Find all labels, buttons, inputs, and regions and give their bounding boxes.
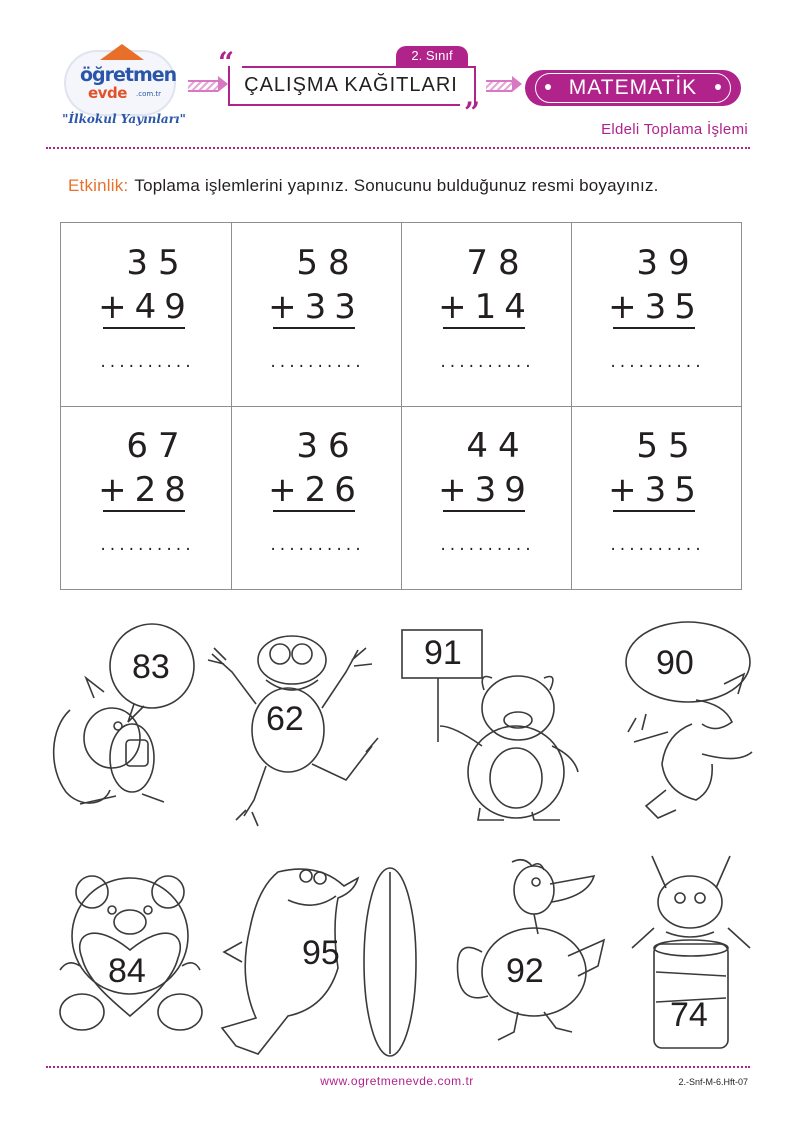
first-addend: 39 (636, 243, 700, 283)
problem-cell (61, 223, 231, 406)
logo-roof-icon (100, 44, 144, 60)
bulldog-picture[interactable] (400, 626, 590, 826)
right-arrow-head-icon (512, 76, 522, 92)
frog-picture[interactable] (206, 620, 382, 830)
answer-blank[interactable]: .......... (608, 355, 704, 371)
picture-number: 92 (506, 952, 544, 990)
footer-divider (46, 1066, 750, 1068)
cat-picture[interactable] (626, 852, 756, 1058)
answer-blank[interactable]: .......... (438, 538, 534, 554)
answer-blank[interactable]: .......... (98, 355, 194, 371)
topic-label: Eldeli Toplama İşlemi (601, 121, 748, 138)
second-addend: +14 (438, 287, 534, 327)
first-addend: 58 (296, 243, 360, 283)
title-frame-bottom (228, 104, 460, 106)
picture-number: 90 (656, 644, 694, 682)
bear-picture[interactable] (56, 862, 206, 1040)
answer-blank[interactable]: .......... (268, 538, 364, 554)
picture-number: 91 (424, 634, 462, 672)
publisher-logo (58, 44, 186, 130)
second-addend: +49 (98, 287, 194, 327)
second-addend: +33 (268, 287, 364, 327)
subject-badge (525, 70, 741, 106)
right-arrow-decoration (486, 80, 512, 92)
sum-line (103, 327, 185, 329)
squirrel-picture[interactable] (46, 618, 196, 818)
sum-line (103, 510, 185, 512)
instruction-label: Etkinlik: (68, 176, 129, 195)
answer-blank[interactable]: .......... (438, 355, 534, 371)
bear-drawing (56, 862, 206, 1040)
sum-line (273, 510, 355, 512)
header-divider (46, 147, 750, 149)
sum-line (613, 327, 695, 329)
grade-badge: 2. Sınıf (396, 46, 468, 66)
picture-number: 83 (132, 648, 170, 686)
subject-label: MATEMATİK (568, 76, 698, 99)
worksheet-title: ÇALIŞMA KAĞITLARI (244, 74, 458, 96)
problem-cell (231, 406, 401, 589)
first-addend: 78 (466, 243, 530, 283)
sum-line (443, 510, 525, 512)
picture-number: 84 (108, 952, 146, 990)
second-addend: +26 (268, 470, 364, 510)
first-addend: 36 (296, 426, 360, 466)
first-addend: 67 (126, 426, 190, 466)
answer-blank[interactable]: .......... (98, 538, 194, 554)
answer-blank[interactable]: .......... (608, 538, 704, 554)
document-code: 2.-Snf-M-6.Hft-07 (678, 1077, 748, 1087)
second-addend: +35 (608, 287, 704, 327)
logo-text-top: öğretmen (80, 64, 177, 86)
logo-text-bottom: evde (88, 84, 127, 102)
sum-line (273, 327, 355, 329)
first-addend: 55 (636, 426, 700, 466)
problem-cell (401, 406, 571, 589)
answer-blank[interactable]: .......... (268, 355, 364, 371)
open-quote-icon: “ (218, 46, 235, 79)
squirrel-drawing (46, 618, 196, 818)
kangaroo-picture[interactable] (606, 614, 756, 826)
picture-number: 74 (670, 996, 708, 1034)
instruction-text: Toplama işlemlerini yapınız. Sonucunu bulduğunuz resmi boyayınız. (134, 176, 659, 195)
sum-line (613, 510, 695, 512)
second-addend: +39 (438, 470, 534, 510)
first-addend: 44 (466, 426, 530, 466)
left-arrow-decoration (188, 80, 218, 92)
second-addend: +28 (98, 470, 194, 510)
instruction (68, 176, 659, 196)
picture-number: 95 (302, 934, 340, 972)
rooster-picture[interactable] (448, 856, 612, 1048)
bullet-icon (715, 84, 721, 90)
sum-line (443, 327, 525, 329)
picture-number: 62 (266, 700, 304, 738)
shark-picture[interactable] (218, 858, 418, 1058)
problem-cell (401, 223, 571, 406)
problems-grid (60, 222, 742, 590)
logo-domain: .com.tr (136, 90, 162, 98)
first-addend: 35 (126, 243, 190, 283)
title-frame-top (242, 66, 474, 68)
problem-cell (231, 223, 401, 406)
close-quote-icon: ” (464, 96, 481, 129)
logo-slogan: "İlkokul Yayınları" (62, 112, 186, 126)
second-addend: +35 (608, 470, 704, 510)
problem-cell (571, 406, 741, 589)
problem-cell (61, 406, 231, 589)
problem-cell (571, 223, 741, 406)
footer-url[interactable]: www.ogretmenevde.com.tr (320, 1074, 474, 1088)
